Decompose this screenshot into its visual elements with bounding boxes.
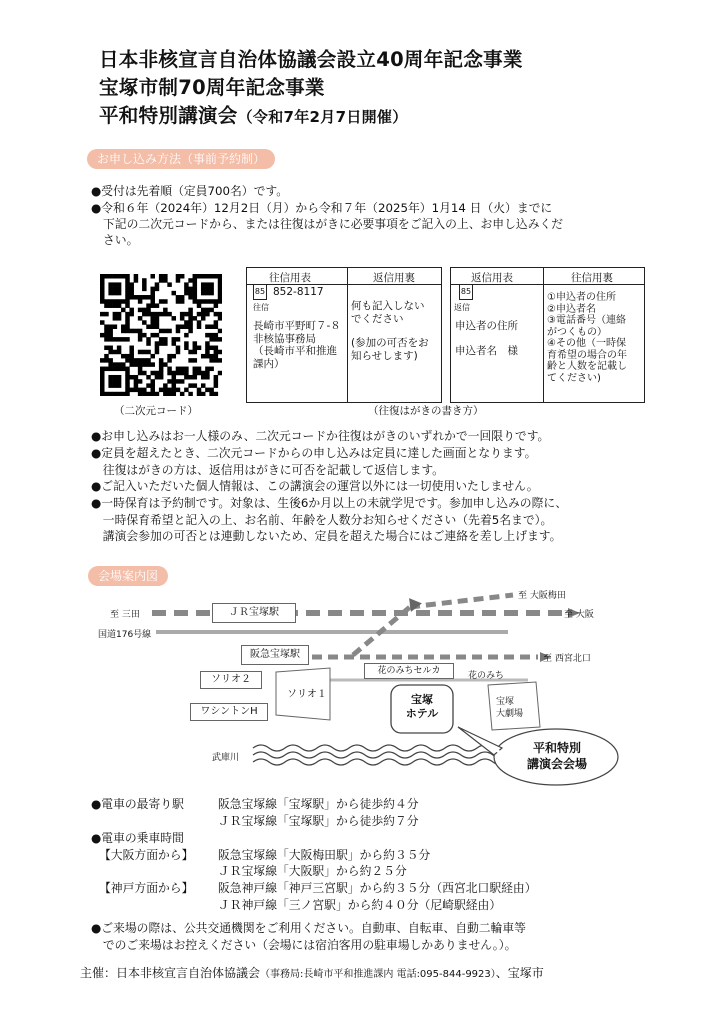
from-osaka-jr: ＪＲ宝塚線「大阪駅」から約２５分 — [218, 864, 407, 878]
note-3: 往復はがきの方は、返信用はがきに可否を記載して返信します。 — [91, 463, 444, 477]
washington-hotel: ワシントンH — [190, 703, 268, 721]
sorio-2: ソリオ２ — [200, 671, 262, 689]
hanano-michi-cerca: 花のみちセルカ — [364, 663, 454, 679]
bullet-period-2: 下記の二次元コードから、または往復はがきに必要事項をご記入の上、お申し込みくだ — [103, 217, 564, 231]
label-to-nishinomiya: 至 西宮北口 — [543, 654, 591, 664]
footer-organizer: 主催：日本非核宣言自治体協議会 — [80, 966, 261, 980]
card2-applicant: 申込者の住所 申込者名 様 — [455, 320, 518, 357]
card1-postal-code: 852-8117 — [273, 286, 324, 298]
venue-map — [88, 585, 628, 790]
card2-reply-label: 返信 — [454, 303, 470, 312]
note-6: 一時保育希望と記入の上、お名前、年齢を人数分お知らせください（先着5名まで）。 — [91, 513, 553, 527]
from-kobe-hankyu: 阪急神戸線「神戸三宮駅」から約３５分（西宮北口駅経由） — [218, 881, 537, 895]
note-7: 講演会参加の可否とは連動しないため、定員を超えた場合にはご連絡を差し上げます。 — [91, 529, 562, 543]
venue-callout: 平和特別 講演会会場 — [526, 741, 587, 771]
card1-postal-box: 85 — [253, 284, 267, 300]
title-line-2: 宝塚市制70周年記念事業 — [99, 76, 325, 99]
bullet-capacity: ●受付は先着順（定員700名）です。 — [91, 184, 289, 198]
from-kobe-label: 【神戸方面から】 — [99, 881, 194, 895]
note-5: ●一時保育は予約制です。対象は、生後6か月以上の未就学児です。参加申し込みの際に、 — [91, 496, 567, 510]
transit-note-2: でのご来場はお控えください（会場には宿泊客用の駐車場しかありません。）。 — [91, 938, 517, 952]
postcard-reply — [450, 267, 645, 403]
label-to-sanda: 至 三田 — [110, 610, 140, 620]
label-to-umeda: 至 大阪梅田 — [518, 591, 566, 601]
card2-header-right: 往信用裏 — [571, 272, 613, 284]
from-kobe-jr: ＪＲ神戸線「三ノ宮駅」から約４０分（尼崎駅経由） — [218, 898, 502, 912]
ride-time-label: ●電車の乗車時間 — [91, 831, 184, 845]
map-heading: 会場案内図 — [88, 566, 168, 586]
takarazuka-hotel: 宝塚 ホテル — [405, 693, 439, 720]
label-route-176: 国道176号線 — [98, 630, 152, 640]
takarazuka-grand-theater: 宝塚 大劇場 — [496, 697, 524, 719]
card1-header-left: 往信用表 — [269, 272, 311, 284]
nearest-jr: ＪＲ宝塚線「宝塚駅」から徒歩約７分 — [218, 814, 419, 828]
bullet-period-3: さい。 — [103, 233, 139, 247]
postcard-outgoing — [246, 267, 442, 403]
note-2: ●定員を超えたとき、二次元コードからの申し込みは定員に達した画面となります。 — [91, 446, 537, 460]
postcard-caption: （往復はがきの書き方） — [368, 405, 484, 417]
card1-outgoing-label: 往信 — [253, 303, 269, 312]
qr-caption: （二次元コード） — [114, 405, 198, 417]
hankyu-takarazuka-station: 阪急宝塚駅 — [241, 645, 309, 665]
jr-takarazuka-station: ＪＲ宝塚駅 — [212, 603, 296, 623]
footer-co-organizer: 、宝塚市 — [495, 966, 544, 980]
from-osaka-label: 【大阪方面から】 — [99, 848, 194, 862]
card1-header-right: 返信用裏 — [373, 272, 415, 284]
nearest-hankyu: 阪急宝塚線「宝塚駅」から徒歩約４分 — [218, 797, 419, 811]
event-name: 平和特別講演会 — [99, 104, 238, 127]
nearest-station-label: ●電車の最寄り駅 — [91, 797, 184, 811]
note-1: ●お申し込みはお一人様のみ、二次元コードか往復はがきのいずれかで一回限りです。 — [91, 429, 550, 443]
footer — [80, 962, 544, 981]
event-date: （令和7年2月7日開催） — [237, 108, 408, 126]
card2-required-items: ①申込者の住所 ②申込者名 ③電話番号（連絡 がつくもの） ④その他（一時保 育希望の場合の年 齢と人数を記載し てください) — [547, 292, 627, 384]
from-osaka-hankyu: 阪急宝塚線「大阪梅田駅」から約３５分 — [218, 848, 431, 862]
qr-code[interactable] — [100, 274, 222, 396]
bullet-period-1: ●令和６年（2024年）12月2日（月）から令和７年（2025年）1月14 日（火）までに — [91, 201, 553, 215]
label-hanano-michi: 花のみち — [468, 671, 505, 681]
label-mukogawa: 武庫川 — [212, 753, 240, 763]
title-line-1: 日本非核宣言自治体協議会設立40周年記念事業 — [99, 48, 523, 71]
card2-header-left: 返信用表 — [471, 272, 513, 284]
card2-postal-box: 85 — [459, 284, 473, 300]
application-heading: お申し込み方法（事前予約制） — [87, 149, 275, 169]
card1-reply-instructions: 何も記入しない でください (参加の可否をお 知らせします) — [351, 300, 429, 362]
sorio-1: ソリオ１ — [287, 689, 327, 700]
transit-note-1: ●ご来場の際は、公共交通機関をご利用ください。自動車、自転車、自動二輪車等 — [91, 921, 526, 935]
label-to-osaka: 至 大阪 — [564, 610, 594, 620]
note-4: ●ご記入いただいた個人情報は、この講演会の運営以外には一切使用いたしません。 — [91, 479, 539, 493]
card1-address: 長崎市平野町７-８ 非核協事務局 （長崎市平和推進 課内） — [253, 320, 341, 370]
footer-office: （事務局:長崎市平和推進課内 電話:095-844-9923） — [260, 969, 496, 980]
title-line-3 — [99, 100, 408, 128]
